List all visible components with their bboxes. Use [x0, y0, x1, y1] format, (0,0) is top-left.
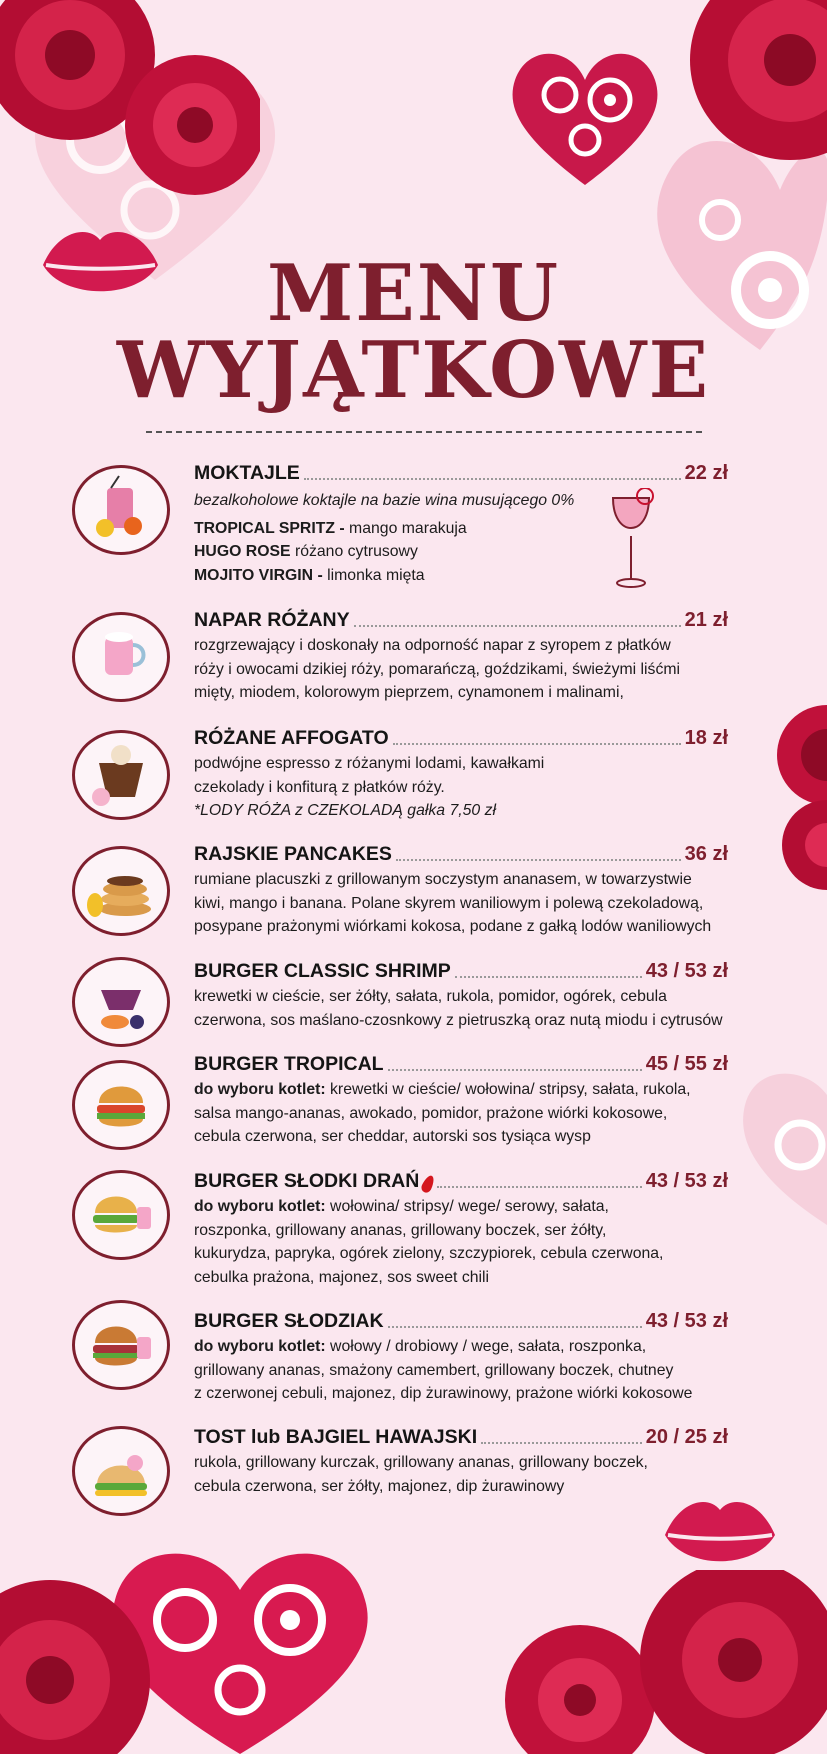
- item-desc-line: salsa mango-ananas, awokado, pomidor, prażone wiórki kokosowe,: [194, 1104, 668, 1122]
- item-name: BURGER TROPICAL: [194, 1053, 384, 1075]
- variant-name: TROPICAL SPRITZ -: [194, 519, 345, 537]
- item-price: 20 / 25 zł: [645, 1426, 728, 1448]
- leader-dots: [455, 976, 642, 978]
- item-name: BURGER SŁODZIAK: [194, 1310, 384, 1332]
- menu-item-rozane-affogato: [194, 726, 728, 823]
- menu-item-tost-bajgiel-hawajski: [194, 1425, 728, 1498]
- item-price: 18 zł: [684, 727, 728, 749]
- item-name: BURGER SŁODKI DRAŃ: [194, 1170, 420, 1192]
- rose-tea-mug-icon: [72, 612, 170, 702]
- item-name: BURGER CLASSIC SHRIMP: [194, 960, 451, 982]
- rose-top-right-decoration: [670, 0, 827, 180]
- item-desc-line: cebula czerwona, ser cheddar, autorski sos tysiąca wysp: [194, 1128, 591, 1145]
- lips-bottom-right-decoration: [660, 1490, 780, 1580]
- leader-dots: [393, 743, 681, 745]
- item-desc-line: cebulka prażona, majonez, sos sweet chili: [194, 1268, 490, 1286]
- menu-item-burger-slodziak: [194, 1309, 728, 1406]
- item-desc-line: rozgrzewający i doskonały na odporność napar z syropem z płatków: [194, 637, 671, 654]
- item-desc-line: krewetki w cieście, ser żółty, sałata, rukola, pomidor, ogórek, cebula: [194, 988, 667, 1005]
- rose-bottom-left-decoration: [0, 1550, 180, 1754]
- burger-with-mug-icon: [72, 1170, 170, 1260]
- item-price: 43 / 53 zł: [645, 1310, 728, 1332]
- item-choice-label: do wyboru kotlet:: [194, 1081, 326, 1098]
- item-price: 43 / 53 zł: [645, 960, 728, 982]
- item-note: *LODY RÓŻA z CZEKOLADĄ gałka 7,50 zł: [194, 802, 497, 819]
- item-name: MOKTAJLE: [194, 462, 300, 484]
- item-price: 22 zł: [684, 462, 728, 484]
- variant-desc: różano cytrusowy: [290, 543, 418, 560]
- item-price: 36 zł: [684, 843, 728, 865]
- item-desc-line: róży i owocami dzikiej róży, pomarańczą, goździkami, świeżymi liśćmi: [194, 660, 681, 678]
- item-price: 45 / 55 zł: [645, 1053, 728, 1075]
- menu-title-line2: WYJĄTKOWE: [116, 325, 711, 416]
- item-name: RÓŻANE AFFOGATO: [194, 727, 389, 749]
- mocktail-glass-icon: [72, 465, 170, 555]
- shrimp-bowl-icon: [72, 957, 170, 1047]
- item-desc-line: mięty, miodem, kolorowym pieprzem, cynamonem i malinami,: [194, 684, 624, 701]
- leader-dots: [481, 1442, 642, 1444]
- burger-icon: [72, 1060, 170, 1150]
- item-desc-line: krewetki w cieście/ wołowina/ stripsy, sałata, rukola,: [325, 1081, 691, 1098]
- menu-item-napar-rozany: [194, 608, 728, 705]
- item-name: RAJSKIE PANCAKES: [194, 843, 392, 865]
- item-price: 43 / 53 zł: [645, 1170, 728, 1192]
- item-desc-line: czekolady i konfiturą z płatków róży.: [194, 778, 445, 796]
- item-desc-line: wołowy / drobiowy / wege, sałata, roszponka,: [325, 1338, 647, 1355]
- menu-item-rajskie-pancakes: [194, 842, 728, 939]
- menu-item-burger-classic-shrimp: [194, 959, 728, 1032]
- leader-dots: [388, 1326, 642, 1328]
- item-name: NAPAR RÓŻANY: [194, 609, 350, 631]
- affogato-icon: [72, 730, 170, 820]
- burger-with-mug-icon: [72, 1300, 170, 1390]
- menu-item-burger-slodki-dran: [194, 1169, 728, 1289]
- variant-name: MOJITO VIRGIN -: [194, 566, 323, 584]
- item-desc-line: kukurydza, papryka, ogórek zielony, szczypiorek, cebula czerwona,: [194, 1245, 664, 1262]
- variant-desc: limonka mięta: [322, 566, 425, 584]
- rose-top-left-decoration: [0, 0, 260, 200]
- variant-name: HUGO ROSE: [194, 543, 291, 560]
- leader-dots: [304, 478, 681, 480]
- item-name: TOST lub BAJGIEL HAWAJSKI: [194, 1426, 478, 1448]
- menu-item-burger-tropical: [194, 1052, 728, 1149]
- item-desc-line: podwójne espresso z różanymi lodami, kawałkami: [194, 755, 545, 772]
- leader-dots: [437, 1186, 641, 1188]
- item-choice-label: do wyboru kotlet:: [194, 1338, 326, 1355]
- wine-glass-icon: [605, 488, 657, 593]
- item-choice-label: do wyboru kotlet:: [194, 1198, 326, 1215]
- menu-title-line1: MENU: [266, 248, 561, 339]
- leader-dots: [396, 859, 681, 861]
- gear-heart-mid-right-decoration: [725, 1035, 827, 1235]
- item-price: 21 zł: [684, 609, 728, 631]
- leader-dots: [388, 1069, 642, 1071]
- rose-mid-right-decoration: [765, 700, 827, 900]
- item-desc-line: kiwi, mango i banana. Polane skyrem waniliowym i polewą czekoladową,: [194, 894, 704, 912]
- variant-desc: mango marakuja: [344, 519, 467, 537]
- item-subtitle: bezalkoholowe koktajle na bazie wina musującego 0%: [194, 492, 575, 509]
- toast-sandwich-icon: [72, 1426, 170, 1516]
- chili-pepper-icon: [420, 1174, 437, 1195]
- title-divider: [146, 431, 702, 433]
- item-desc-line: rumiane placuszki z grillowanym soczystym ananasem, w towarzystwie: [194, 871, 692, 888]
- item-desc-line: cebula czerwona, ser żółty, majonez, dip żurawinowy: [194, 1477, 565, 1495]
- pancakes-icon: [72, 846, 170, 936]
- item-desc-line: wołowina/ stripsy/ wege/ serowy, sałata,: [325, 1198, 609, 1215]
- item-desc-line: roszponka, grillowany ananas, grillowany boczek, ser żółty,: [194, 1221, 607, 1239]
- rose-bottom-right-decoration: [460, 1570, 827, 1754]
- item-desc-line: posypane prażonymi wiórkami kokosa, podane z gałką lodów waniliowych: [194, 918, 712, 935]
- item-desc-line: czerwona, sos maślano-czosnkowy z pietruszką oraz nutą miodu i cytrusów: [194, 1011, 723, 1029]
- item-desc-line: rukola, grillowany kurczak, grillowany ananas, grillowany boczek,: [194, 1454, 648, 1471]
- item-desc-line: grillowany ananas, smażony camembert, grillowany boczek, chutney: [194, 1361, 674, 1379]
- leader-dots: [354, 625, 681, 627]
- item-desc-line: z czerwonej cebuli, majonez, dip żurawinowy, prażone wiórki kokosowe: [194, 1385, 693, 1402]
